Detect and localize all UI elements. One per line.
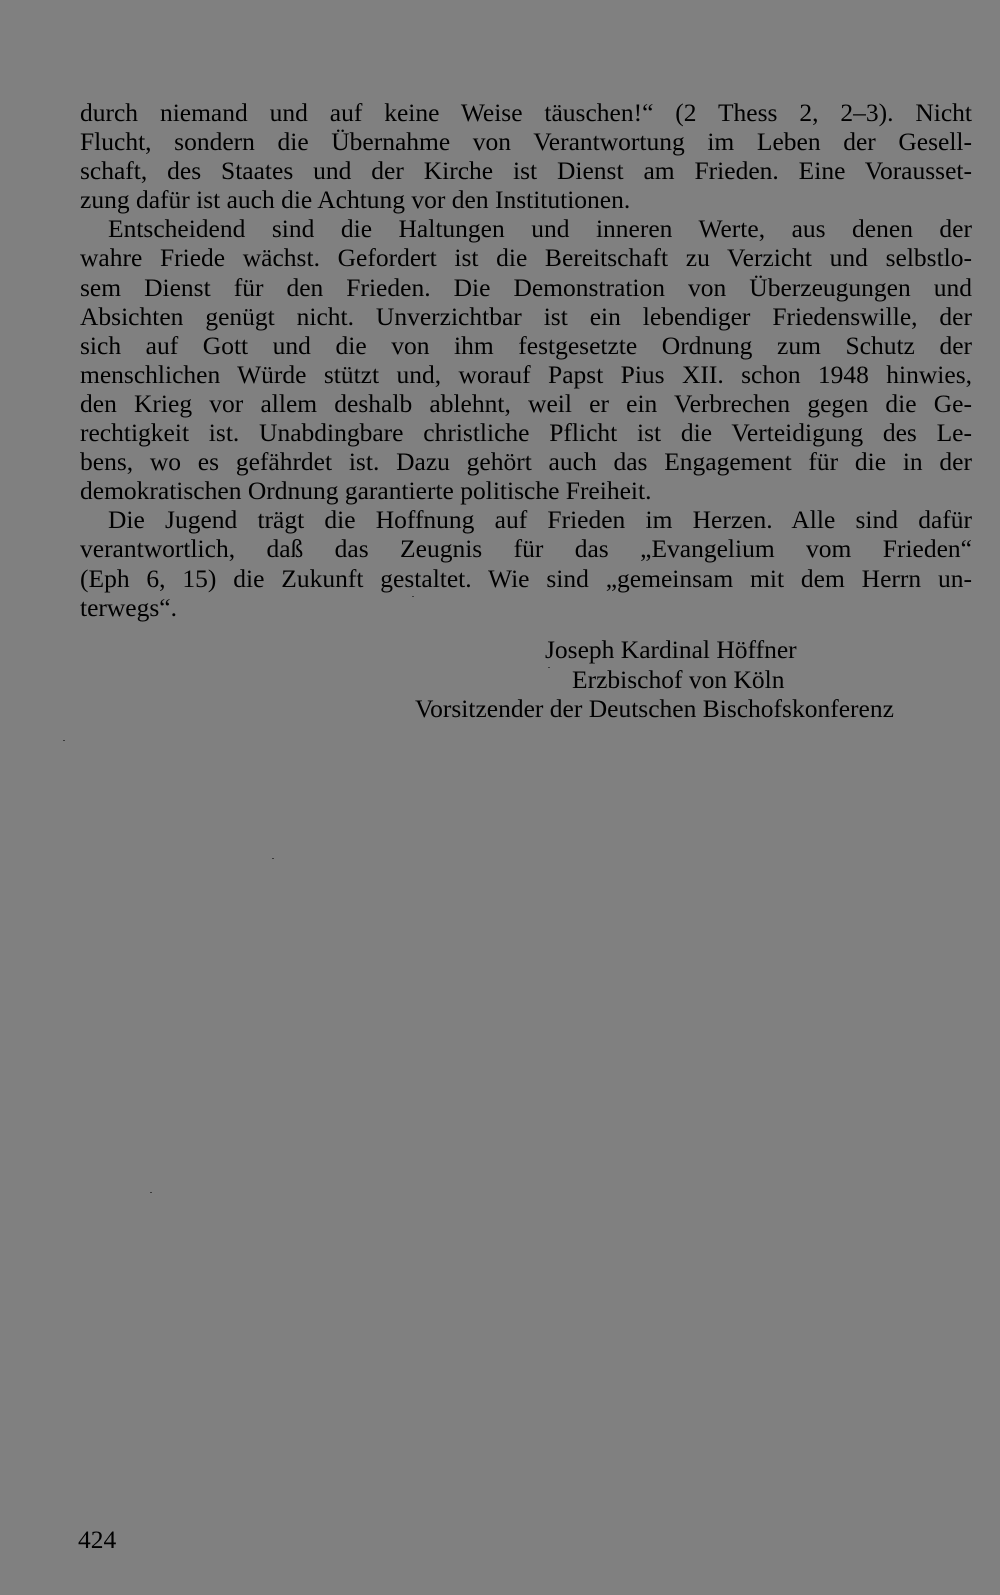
scan-speck <box>412 596 414 597</box>
text-line: durch niemand und auf keine Weise täuschen!“ (2 Thess 2, 2–3). Nicht <box>80 98 972 127</box>
page-number: 424 <box>78 1525 117 1554</box>
text-line: den Krieg vor allem deshalb ablehnt, weil er ein Verbrechen gegen die Ge- <box>80 388 972 418</box>
text-line: wahre Friede wächst. Gefordert ist die Bereitschaft zu Verzicht und selbstlo- <box>80 243 972 273</box>
text-line: Flucht, sondern die Übernahme von Verantwortung im Leben der Gesell- <box>80 127 972 157</box>
text-line: demokratischen Ordnung garantierte politische Freiheit. <box>80 476 652 506</box>
text-line: rechtigkeit ist. Unabdingbare christliche Pflicht ist die Verteidigung des Le- <box>80 418 972 448</box>
text-line: Absichten genügt nicht. Unverzichtbar ist ein lebendiger Friedenswille, der <box>80 301 972 331</box>
text-line: verantwortlich, daß das Zeugnis für das „Evangelium vom Frieden“ <box>80 534 972 564</box>
scan-speck <box>548 667 550 668</box>
scan-speck <box>150 1192 152 1193</box>
text-line: sich auf Gott und die von ihm festgesetzte Ordnung zum Schutz der <box>80 330 972 360</box>
signatory-title: Erzbischof von Köln <box>572 664 785 694</box>
text-line: (Eph 6, 15) die Zukunft gestaltet. Wie sind „gemeinsam mit dem Herrn un- <box>80 563 972 593</box>
text-line: menschlichen Würde stützt und, worauf Papst Pius XII. schon 1948 hinwies, <box>80 359 972 389</box>
body-text <box>80 98 972 622</box>
paragraph-start-line: Die Jugend trägt die Hoffnung auf Frieden im Herzen. Alle sind dafür <box>108 505 972 535</box>
text-line: terwegs“. <box>80 592 177 622</box>
text-line: bens, wo es gefährdet ist. Dazu gehört auch das Engagement für die in der <box>80 447 972 477</box>
scan-speck <box>63 740 65 741</box>
scan-speck <box>272 858 274 859</box>
signatory-name: Joseph Kardinal Höffner <box>545 635 797 664</box>
paragraph-start-line: Entscheidend sind die Haltungen und inneren Werte, aus denen der <box>108 214 972 244</box>
text-line: sem Dienst für den Frieden. Die Demonstration von Überzeugungen und <box>80 272 972 302</box>
signature-block <box>415 635 972 724</box>
signatory-role: Vorsitzender der Deutschen Bischofskonferenz <box>415 694 894 723</box>
text-line: zung dafür ist auch die Achtung vor den Institutionen. <box>80 185 631 215</box>
text-line: schaft, des Staates und der Kirche ist Dienst am Frieden. Eine Vorausset- <box>80 156 972 186</box>
